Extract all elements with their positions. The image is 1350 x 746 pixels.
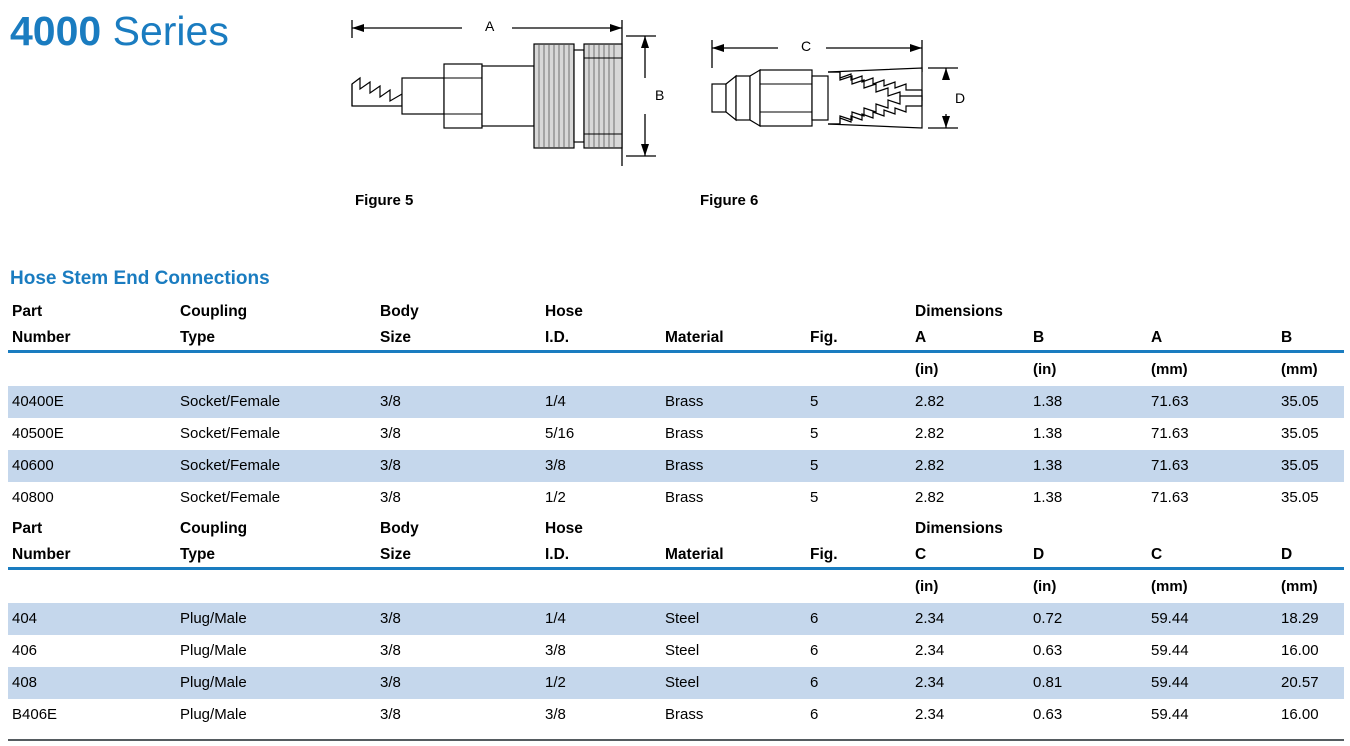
header-dim-c-in: C [915, 546, 927, 563]
table-header-line2 [8, 541, 1344, 567]
unit-0 [8, 354, 180, 386]
cell-d-in: 0.63 [1033, 706, 1063, 723]
header-blank-fig [810, 514, 915, 541]
header-blank-fig [810, 297, 915, 324]
cell-body-size: 3/8 [380, 450, 545, 482]
series-word: Series [112, 8, 229, 54]
spec-tables [8, 297, 1344, 731]
cell-part-number: 40800 [12, 489, 54, 506]
figure-6 [690, 6, 980, 216]
figure-5-dim-a-label: A [482, 18, 497, 34]
page-bottom-rule [8, 739, 1344, 741]
table-row [8, 482, 1344, 514]
cell-body-size: 3/8 [380, 667, 545, 699]
unit-c-mm: (mm) [1151, 578, 1188, 595]
cell-body-size: 3/8 [380, 603, 545, 635]
header-type: Type [180, 329, 216, 346]
header-type: Type [180, 546, 216, 563]
cell-body-size: 3/8 [380, 386, 545, 418]
figure-5 [330, 6, 670, 216]
cell-hose-id: 3/8 [545, 642, 566, 659]
cell-c-in: 2.34 [915, 706, 945, 723]
cell-b-mm: 35.05 [1281, 450, 1344, 482]
cell-b-in: 1.38 [1033, 425, 1063, 442]
cell-coupling-type: Plug/Male [180, 706, 247, 723]
cell-fig: 5 [810, 489, 819, 506]
table-row [8, 667, 1344, 699]
cell-coupling-type: Plug/Male [180, 603, 380, 635]
header-size: Size [380, 329, 412, 346]
cell-a-in: 2.82 [915, 386, 1033, 418]
cell-b-mm: 35.05 [1281, 386, 1344, 418]
cell-a-mm: 71.63 [1151, 386, 1281, 418]
header-coupling: Coupling [180, 520, 248, 537]
cell-a-mm: 71.63 [1151, 489, 1189, 506]
header-body: Body [380, 303, 419, 320]
cell-a-in: 2.82 [915, 450, 1033, 482]
unit-5 [810, 571, 915, 603]
cell-fig: 5 [810, 386, 915, 418]
header-dimensions: Dimensions [915, 303, 1003, 320]
cell-d-mm: 20.57 [1281, 667, 1344, 699]
header-fig: Fig. [810, 546, 838, 563]
cell-material: Steel [665, 603, 810, 635]
cell-d-mm: 16.00 [1281, 706, 1319, 723]
rule-line [8, 350, 1344, 353]
header-hose: Hose [545, 303, 583, 320]
cell-fig: 6 [810, 603, 915, 635]
cell-body-size: 3/8 [380, 706, 401, 723]
cell-material: Steel [665, 642, 700, 659]
socket-female-table [8, 297, 1344, 514]
figure-5-caption: Figure 5 [355, 192, 414, 209]
cell-body-size: 3/8 [380, 489, 401, 506]
plug-male-table [8, 514, 1344, 731]
figure-5-drawing [330, 6, 670, 191]
cell-fig: 6 [810, 667, 915, 699]
cell-material: Brass [665, 706, 704, 723]
cell-c-mm: 59.44 [1151, 667, 1281, 699]
header-blank-material [665, 297, 810, 324]
cell-coupling-type: Socket/Female [180, 489, 281, 506]
cell-material: Steel [665, 667, 810, 699]
cell-body-size: 3/8 [380, 425, 401, 442]
cell-hose-id: 3/8 [545, 450, 665, 482]
cell-hose-id: 5/16 [545, 425, 575, 442]
cell-coupling-type: Plug/Male [180, 642, 247, 659]
cell-c-mm: 59.44 [1151, 706, 1189, 723]
cell-coupling-type: Socket/Female [180, 386, 380, 418]
unit-d-in: (in) [1033, 578, 1057, 595]
header-hose: Hose [545, 520, 583, 537]
unit-2 [380, 354, 545, 386]
header-dim-c-mm: C [1151, 546, 1163, 563]
header-dimensions: Dimensions [915, 520, 1003, 537]
cell-d-in: 0.63 [1033, 642, 1063, 659]
unit-5 [810, 354, 915, 386]
cell-c-in: 2.34 [915, 603, 1033, 635]
unit-0 [8, 571, 180, 603]
cell-hose-id: 1/2 [545, 667, 665, 699]
header-material: Material [665, 329, 724, 346]
table-row [8, 386, 1344, 418]
cell-c-mm: 59.44 [1151, 603, 1281, 635]
cell-b-mm: 35.05 [1281, 425, 1319, 442]
header-dim-d-mm: D [1281, 546, 1293, 563]
cell-body-size: 3/8 [380, 642, 401, 659]
header-part: Part [12, 303, 43, 320]
cell-fig: 6 [810, 642, 819, 659]
unit-a-in: (in) [915, 361, 939, 378]
cell-coupling-type: Socket/Female [180, 450, 380, 482]
header-size: Size [380, 546, 412, 563]
cell-a-mm: 71.63 [1151, 425, 1189, 442]
cell-coupling-type: Plug/Male [180, 667, 380, 699]
header-blank-9 [1281, 514, 1344, 541]
cell-hose-id: 1/4 [545, 386, 665, 418]
header-blank-8 [1151, 514, 1281, 541]
cell-d-in: 0.72 [1033, 603, 1151, 635]
header-dim-b-in: B [1033, 329, 1045, 346]
unit-b-in: (in) [1033, 361, 1057, 378]
table-header-line1 [8, 297, 1344, 324]
cell-fig: 6 [810, 706, 819, 723]
cell-material: Brass [665, 450, 810, 482]
table-row [8, 635, 1344, 667]
cell-c-mm: 59.44 [1151, 642, 1189, 659]
unit-4 [665, 571, 810, 603]
unit-c-in: (in) [915, 578, 939, 595]
cell-d-mm: 16.00 [1281, 642, 1319, 659]
page-header [0, 0, 1350, 232]
unit-4 [665, 354, 810, 386]
cell-part-number: 40400E [8, 386, 180, 418]
table-units-row [8, 571, 1344, 603]
cell-fig: 5 [810, 425, 819, 442]
cell-part-number: B406E [12, 706, 58, 723]
figure-6-dim-d-label: D [952, 90, 968, 106]
header-blank-7 [1033, 297, 1151, 324]
table-units-row [8, 354, 1344, 386]
cell-fig: 5 [810, 450, 915, 482]
cell-part-number: 406 [12, 642, 38, 659]
cell-material: Brass [665, 489, 704, 506]
header-fig: Fig. [810, 329, 838, 346]
cell-a-in: 2.82 [915, 489, 945, 506]
cell-hose-id: 1/4 [545, 603, 665, 635]
cell-d-in: 0.81 [1033, 667, 1151, 699]
cell-b-in: 1.38 [1033, 450, 1151, 482]
cell-c-in: 2.34 [915, 642, 945, 659]
cell-b-in: 1.38 [1033, 386, 1151, 418]
header-part: Part [12, 520, 43, 537]
header-dim-d-in: D [1033, 546, 1045, 563]
cell-material: Brass [665, 425, 704, 442]
unit-2 [380, 571, 545, 603]
header-number: Number [12, 329, 71, 346]
unit-1 [180, 354, 380, 386]
series-number: 4000 [10, 8, 102, 54]
table-header-line2 [8, 324, 1344, 350]
header-blank-9 [1281, 297, 1344, 324]
header-dim-a-in: A [915, 329, 927, 346]
cell-a-in: 2.82 [915, 425, 945, 442]
cell-hose-id: 3/8 [545, 706, 566, 723]
unit-3 [545, 571, 665, 603]
cell-part-number: 40500E [12, 425, 64, 442]
cell-c-in: 2.34 [915, 667, 1033, 699]
header-coupling: Coupling [180, 303, 248, 320]
rule-line [8, 567, 1344, 570]
header-id: I.D. [545, 329, 570, 346]
cell-material: Brass [665, 386, 810, 418]
cell-d-mm: 18.29 [1281, 603, 1344, 635]
table-row [8, 603, 1344, 635]
cell-part-number: 408 [8, 667, 180, 699]
unit-d-mm: (mm) [1281, 578, 1318, 595]
table-row [8, 699, 1344, 731]
header-number: Number [12, 546, 71, 563]
unit-a-mm: (mm) [1151, 361, 1188, 378]
table-row [8, 418, 1344, 450]
figure-6-dim-c-label: C [798, 38, 814, 54]
unit-3 [545, 354, 665, 386]
unit-1 [180, 571, 380, 603]
page-title [10, 8, 229, 55]
table-row [8, 450, 1344, 482]
figure-6-drawing [690, 6, 980, 191]
cell-hose-id: 1/2 [545, 489, 566, 506]
header-blank-material [665, 514, 810, 541]
cell-b-in: 1.38 [1033, 489, 1063, 506]
unit-b-mm: (mm) [1281, 361, 1318, 378]
header-blank-7 [1033, 514, 1151, 541]
figure-5-dim-b-label: B [652, 87, 667, 103]
header-body: Body [380, 520, 419, 537]
header-blank-8 [1151, 297, 1281, 324]
cell-part-number: 40600 [8, 450, 180, 482]
cell-a-mm: 71.63 [1151, 450, 1281, 482]
header-id: I.D. [545, 546, 570, 563]
section-heading: Hose Stem End Connections [10, 268, 270, 289]
header-dim-b-mm: B [1281, 329, 1293, 346]
cell-coupling-type: Socket/Female [180, 425, 281, 442]
header-dim-a-mm: A [1151, 329, 1163, 346]
cell-part-number: 404 [8, 603, 180, 635]
figure-6-caption: Figure 6 [700, 192, 759, 209]
cell-b-mm: 35.05 [1281, 489, 1319, 506]
table-header-line1 [8, 514, 1344, 541]
header-material: Material [665, 546, 724, 563]
